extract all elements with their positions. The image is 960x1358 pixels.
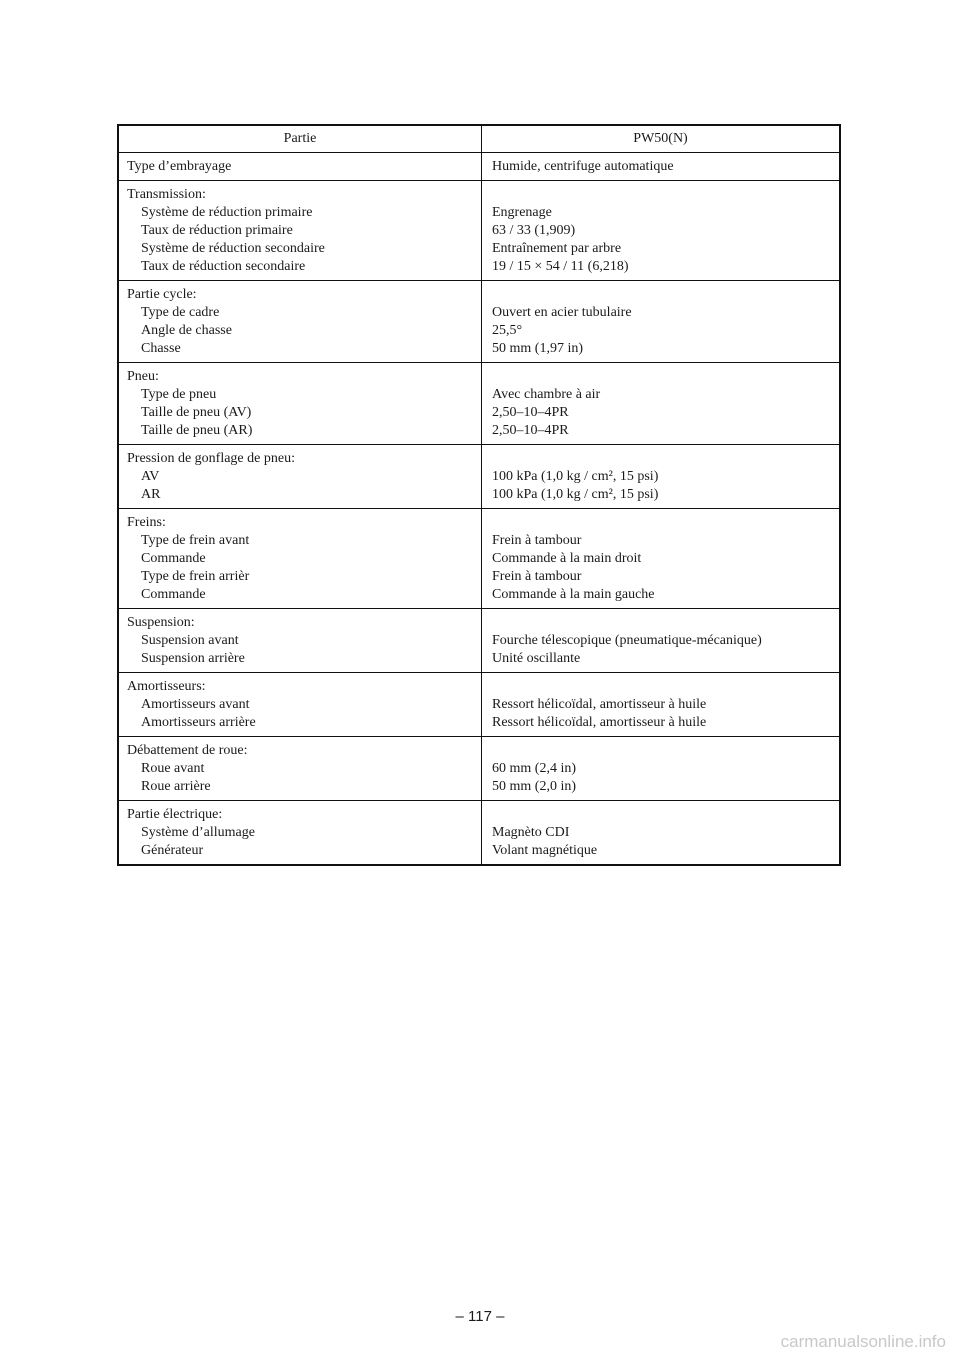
value-item: Unité oscillante: [492, 651, 581, 666]
value-item: Frein à tambour: [492, 533, 582, 548]
value-item: 60 mm (2,4 in): [492, 761, 576, 776]
table-row: [118, 153, 840, 181]
value-cell: [482, 509, 841, 609]
part-item: Roue arrière: [141, 779, 211, 794]
value-cell: [482, 673, 841, 737]
part-heading: Partie cycle:: [127, 287, 197, 302]
value-item: 100 kPa (1,0 kg / cm², 15 psi): [492, 487, 659, 502]
value-item: 2,50–10–4PR: [492, 423, 569, 438]
part-item: Amortisseurs avant: [141, 697, 250, 712]
part-heading: Freins:: [127, 515, 166, 530]
part-item: AR: [141, 487, 161, 502]
part-item: Taille de pneu (AV): [141, 405, 252, 420]
value-item: Commande à la main droit: [492, 551, 642, 566]
table-row: [118, 737, 840, 801]
part-item: Commande: [141, 587, 206, 602]
part-cell: [118, 509, 482, 609]
part-cell: [118, 281, 482, 363]
part-item: Système de réduction secondaire: [141, 241, 325, 256]
value-item: [492, 286, 839, 304]
part-cell: [118, 153, 482, 181]
value-item: Commande à la main gauche: [492, 587, 655, 602]
part-item: Type de cadre: [141, 305, 220, 320]
specifications-table: [117, 124, 841, 866]
table-row: [118, 363, 840, 445]
value-cell: [482, 445, 841, 509]
value-item: [492, 450, 839, 468]
part-heading: Pneu:: [127, 369, 159, 384]
value-item: 100 kPa (1,0 kg / cm², 15 psi): [492, 469, 659, 484]
value-cell: [482, 181, 841, 281]
value-cell: [482, 153, 841, 181]
part-item: Amortisseurs arrière: [141, 715, 256, 730]
value-item: [492, 614, 839, 632]
part-cell: [118, 737, 482, 801]
part-item: Système d’allumage: [141, 825, 255, 840]
part-heading: Type d’embrayage: [127, 159, 232, 174]
part-cell: [118, 673, 482, 737]
value-item: 19 / 15 × 54 / 11 (6,218): [492, 259, 629, 274]
value-item: 50 mm (1,97 in): [492, 341, 583, 356]
value-cell: [482, 609, 841, 673]
value-item: Entraînement par arbre: [492, 241, 622, 256]
page-number: – 117 –: [455, 1308, 505, 1325]
part-item: Type de frein avant: [141, 533, 250, 548]
table-row: [118, 509, 840, 609]
part-cell: [118, 801, 482, 866]
value-item: 50 mm (2,0 in): [492, 779, 576, 794]
part-heading: Partie électrique:: [127, 807, 223, 822]
table-row: [118, 609, 840, 673]
value-cell: [482, 363, 841, 445]
value-item: Ressort hélicoïdal, amortisseur à huile: [492, 697, 707, 712]
value-item: Engrenage: [492, 205, 552, 220]
table-row: [118, 673, 840, 737]
header-part: Partie: [118, 125, 482, 153]
value-item: [492, 514, 839, 532]
value-item: Volant magnétique: [492, 843, 598, 858]
value-item: Frein à tambour: [492, 569, 582, 584]
value-item: 25,5°: [492, 323, 523, 338]
part-cell: [118, 609, 482, 673]
part-item: Commande: [141, 551, 206, 566]
table-row: [118, 181, 840, 281]
part-item: Taux de réduction secondaire: [141, 259, 306, 274]
value-item: [492, 742, 839, 760]
table-row: [118, 281, 840, 363]
part-item: Taux de réduction primaire: [141, 223, 293, 238]
table-row: [118, 801, 840, 866]
value-item: Fourche télescopique (pneumatique-mécanique): [492, 633, 762, 648]
value-item: Ouvert en acier tubulaire: [492, 305, 632, 320]
watermark: carmanualsonline.info: [780, 1332, 946, 1351]
part-item: Type de pneu: [141, 387, 217, 402]
value-item: 2,50–10–4PR: [492, 405, 569, 420]
value-cell: [482, 801, 841, 866]
table-body: [118, 153, 840, 866]
value-item: [492, 806, 839, 824]
value-item: [492, 678, 839, 696]
part-item: Suspension avant: [141, 633, 239, 648]
value-item: [492, 368, 839, 386]
part-item: Système de réduction primaire: [141, 205, 313, 220]
part-cell: [118, 181, 482, 281]
value-cell: [482, 737, 841, 801]
part-item: Type de frein arrièr: [141, 569, 250, 584]
part-heading: Suspension:: [127, 615, 195, 630]
table-row: [118, 445, 840, 509]
value-item: Humide, centrifuge automatique: [492, 159, 674, 174]
value-item: Magnèto CDI: [492, 825, 570, 840]
value-item: [492, 186, 839, 204]
part-item: Angle de chasse: [141, 323, 232, 338]
part-item: Roue avant: [141, 761, 205, 776]
part-item: Chasse: [141, 341, 181, 356]
part-item: Taille de pneu (AR): [141, 423, 253, 438]
header-model: PW50(N): [482, 125, 841, 153]
part-heading: Transmission:: [127, 187, 206, 202]
value-item: 63 / 33 (1,909): [492, 223, 576, 238]
part-item: AV: [141, 469, 160, 484]
part-cell: [118, 363, 482, 445]
part-heading: Débattement de roue:: [127, 743, 248, 758]
value-item: Ressort hélicoïdal, amortisseur à huile: [492, 715, 707, 730]
part-heading: Pression de gonflage de pneu:: [127, 451, 295, 466]
value-item: Avec chambre à air: [492, 387, 601, 402]
part-item: Générateur: [141, 843, 204, 858]
part-heading: Amortisseurs:: [127, 679, 206, 694]
value-cell: [482, 281, 841, 363]
part-cell: [118, 445, 482, 509]
part-item: Suspension arrière: [141, 651, 245, 666]
table-header-row: [118, 125, 840, 153]
